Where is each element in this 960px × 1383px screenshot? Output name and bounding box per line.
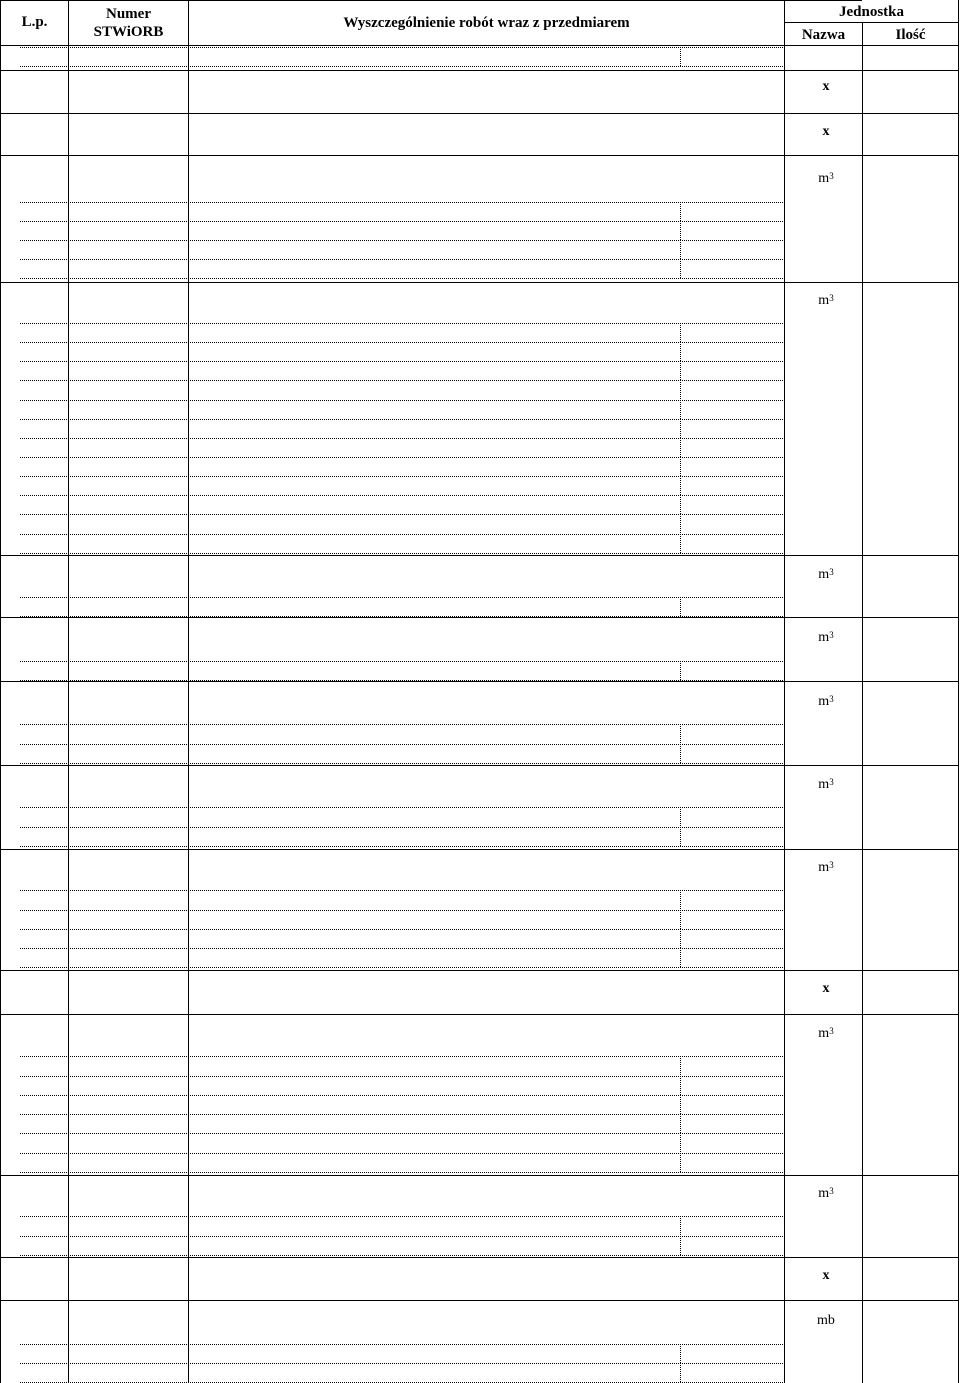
detail-quantity bbox=[682, 724, 756, 742]
item-lp bbox=[1, 629, 68, 647]
item-lp bbox=[1, 170, 68, 188]
detail-dotted-divider bbox=[680, 221, 681, 240]
item-unit bbox=[796, 1025, 856, 1043]
detail-quantity bbox=[682, 1095, 756, 1113]
detail-dotted-rule bbox=[20, 597, 785, 598]
item-quantity bbox=[863, 1312, 935, 1330]
detail-dotted-rule bbox=[20, 846, 785, 847]
item-unit bbox=[796, 980, 856, 998]
detail-quantity bbox=[682, 202, 756, 220]
detail-dotted-rule bbox=[20, 1363, 785, 1364]
unit-symbol: m bbox=[818, 694, 830, 709]
detail-quantity bbox=[682, 1076, 756, 1094]
item-unit bbox=[796, 776, 856, 794]
header-description: Wyszczególnienie robót wraz z przedmiarem bbox=[343, 15, 630, 31]
detail-dotted-divider bbox=[680, 597, 681, 616]
item-quantity bbox=[863, 980, 958, 998]
detail-dotted-divider bbox=[680, 1363, 681, 1382]
detail-dotted-rule bbox=[20, 476, 785, 477]
row-separator bbox=[0, 555, 958, 556]
item-quantity bbox=[863, 629, 935, 647]
detail-dotted-divider bbox=[680, 744, 681, 763]
detail-dotted-rule bbox=[20, 380, 785, 381]
detail-dotted-divider bbox=[680, 1216, 681, 1235]
detail-dotted-divider bbox=[680, 1076, 681, 1095]
detail-dotted-rule bbox=[20, 457, 785, 458]
detail-dotted-rule bbox=[20, 1153, 785, 1154]
item-unit bbox=[796, 629, 856, 647]
detail-dotted-rule bbox=[20, 680, 785, 681]
detail-quantity bbox=[682, 361, 756, 379]
detail-dotted-divider bbox=[680, 259, 681, 278]
detail-dotted-divider bbox=[680, 724, 681, 743]
detail-quantity bbox=[682, 807, 756, 825]
detail-dotted-divider bbox=[680, 476, 681, 495]
row-separator bbox=[0, 1014, 958, 1015]
item-lp bbox=[1, 78, 68, 96]
header-numer-line1: Numer bbox=[106, 6, 151, 22]
detail-quantity bbox=[682, 400, 756, 418]
detail-quantity bbox=[682, 457, 756, 475]
unit-exponent: 3 bbox=[829, 171, 834, 181]
detail-dotted-divider bbox=[680, 1114, 681, 1133]
detail-quantity bbox=[682, 495, 756, 513]
detail-dotted-rule bbox=[20, 1172, 785, 1173]
detail-dotted-divider bbox=[680, 910, 681, 929]
detail-quantity bbox=[682, 1216, 756, 1234]
row-separator bbox=[0, 1300, 958, 1301]
unit-exponent: 3 bbox=[829, 777, 834, 787]
detail-dotted-rule bbox=[20, 890, 785, 891]
row-separator bbox=[0, 70, 958, 71]
detail-dotted-divider bbox=[680, 323, 681, 342]
detail-quantity bbox=[682, 323, 756, 341]
detail-dotted-divider bbox=[680, 1153, 681, 1172]
detail-dotted-divider bbox=[680, 890, 681, 909]
detail-dotted-rule bbox=[20, 948, 785, 949]
detail-dotted-rule bbox=[20, 1076, 785, 1077]
row-separator bbox=[0, 282, 958, 283]
unit-exponent: 3 bbox=[829, 630, 834, 640]
detail-dotted-rule bbox=[20, 724, 785, 725]
detail-quantity bbox=[682, 476, 756, 494]
detail-quantity bbox=[682, 47, 756, 65]
detail-quantity bbox=[682, 1344, 756, 1362]
unit-exponent: 3 bbox=[829, 694, 834, 704]
item-lp bbox=[1, 1267, 68, 1285]
detail-quantity bbox=[682, 438, 756, 456]
item-unit bbox=[796, 1185, 856, 1203]
item-unit bbox=[796, 1312, 856, 1330]
detail-dotted-rule bbox=[20, 827, 785, 828]
detail-quantity bbox=[682, 948, 756, 966]
detail-dotted-rule bbox=[20, 438, 785, 439]
detail-dotted-rule bbox=[20, 361, 785, 362]
detail-dotted-rule bbox=[20, 616, 785, 617]
unit-exponent: 3 bbox=[829, 860, 834, 870]
unit-symbol: mb bbox=[817, 1313, 835, 1328]
detail-quantity bbox=[682, 827, 756, 845]
unit-symbol: m bbox=[818, 293, 830, 308]
detail-quantity bbox=[682, 890, 756, 908]
header-nazwa: Nazwa bbox=[801, 27, 846, 43]
item-unit bbox=[796, 170, 856, 188]
detail-dotted-rule bbox=[20, 202, 785, 203]
detail-quantity bbox=[682, 342, 756, 360]
header-ilosc: Ilość bbox=[895, 27, 926, 43]
row-separator bbox=[0, 1175, 958, 1176]
detail-dotted-divider bbox=[680, 457, 681, 476]
item-lp bbox=[1, 693, 68, 711]
unit-exponent: 3 bbox=[829, 293, 834, 303]
detail-dotted-rule bbox=[20, 514, 785, 515]
detail-dotted-rule bbox=[20, 1133, 785, 1134]
unit-symbol: m bbox=[818, 860, 830, 875]
detail-dotted-divider bbox=[680, 438, 681, 457]
detail-quantity bbox=[682, 1236, 756, 1254]
item-lp bbox=[1, 1185, 68, 1203]
detail-quantity bbox=[682, 419, 756, 437]
detail-quantity bbox=[682, 929, 756, 947]
detail-dotted-rule bbox=[20, 1216, 785, 1217]
detail-dotted-rule bbox=[20, 910, 785, 911]
unit-exponent: 3 bbox=[829, 1186, 834, 1196]
detail-quantity bbox=[682, 661, 756, 679]
detail-dotted-divider bbox=[680, 495, 681, 514]
row-separator bbox=[0, 113, 958, 114]
item-quantity bbox=[863, 1025, 935, 1043]
detail-dotted-divider bbox=[680, 807, 681, 826]
detail-dotted-divider bbox=[680, 47, 681, 66]
row-separator bbox=[0, 970, 958, 971]
detail-quantity bbox=[682, 1133, 756, 1151]
detail-quantity bbox=[682, 380, 756, 398]
detail-dotted-rule bbox=[20, 967, 785, 968]
item-lp bbox=[1, 859, 68, 877]
item-quantity bbox=[863, 123, 958, 141]
item-lp bbox=[1, 292, 68, 310]
item-quantity bbox=[863, 78, 958, 96]
detail-dotted-rule bbox=[20, 553, 785, 554]
header-jednostka: Jednostka bbox=[838, 4, 905, 20]
item-quantity bbox=[863, 1185, 935, 1203]
detail-dotted-divider bbox=[680, 534, 681, 553]
detail-quantity bbox=[682, 1114, 756, 1132]
item-quantity bbox=[863, 1267, 958, 1285]
row-separator bbox=[0, 681, 958, 682]
detail-quantity bbox=[682, 534, 756, 552]
item-unit bbox=[796, 859, 856, 877]
detail-dotted-rule bbox=[20, 240, 785, 241]
detail-dotted-divider bbox=[680, 827, 681, 846]
header-top-border bbox=[0, 0, 958, 1]
detail-dotted-divider bbox=[680, 1056, 681, 1075]
item-lp bbox=[1, 1025, 68, 1043]
detail-dotted-divider bbox=[680, 1133, 681, 1152]
detail-dotted-rule bbox=[20, 278, 785, 279]
detail-dotted-rule bbox=[20, 661, 785, 662]
row-separator bbox=[0, 155, 958, 156]
detail-dotted-divider bbox=[680, 929, 681, 948]
item-lp bbox=[1, 123, 68, 141]
item-lp bbox=[1, 980, 68, 998]
detail-dotted-rule bbox=[20, 763, 785, 764]
detail-dotted-rule bbox=[20, 323, 785, 324]
detail-dotted-rule bbox=[20, 1095, 785, 1096]
header-numer-line2: STWiORB bbox=[93, 24, 164, 40]
detail-dotted-rule bbox=[20, 929, 785, 930]
detail-quantity bbox=[682, 1056, 756, 1074]
header-unit-split bbox=[785, 22, 958, 23]
row-separator bbox=[0, 765, 958, 766]
item-unit bbox=[796, 566, 856, 584]
row-separator bbox=[0, 617, 958, 618]
detail-dotted-rule bbox=[20, 47, 785, 48]
detail-dotted-divider bbox=[680, 514, 681, 533]
header-bottom-border bbox=[0, 45, 958, 46]
item-lp bbox=[1, 566, 68, 584]
unit-symbol: x bbox=[822, 124, 830, 139]
detail-quantity bbox=[682, 1153, 756, 1171]
item-quantity bbox=[863, 292, 935, 310]
detail-dotted-divider bbox=[680, 380, 681, 399]
unit-exponent: 3 bbox=[829, 1026, 834, 1036]
unit-symbol: x bbox=[822, 1268, 830, 1283]
item-quantity bbox=[863, 566, 935, 584]
detail-dotted-rule bbox=[20, 1114, 785, 1115]
item-quantity bbox=[863, 170, 935, 188]
detail-quantity bbox=[682, 514, 756, 532]
detail-quantity bbox=[682, 744, 756, 762]
header-lp: L.p. bbox=[21, 14, 48, 30]
unit-symbol: m bbox=[818, 171, 830, 186]
detail-dotted-divider bbox=[680, 202, 681, 221]
item-quantity bbox=[863, 776, 935, 794]
unit-symbol: m bbox=[818, 567, 830, 582]
detail-quantity bbox=[682, 597, 756, 615]
item-unit bbox=[796, 292, 856, 310]
row-separator bbox=[0, 849, 958, 850]
row-separator bbox=[0, 1257, 958, 1258]
item-unit bbox=[796, 1267, 856, 1285]
detail-dotted-rule bbox=[20, 1255, 785, 1256]
detail-dotted-rule bbox=[20, 807, 785, 808]
detail-dotted-divider bbox=[680, 419, 681, 438]
item-quantity bbox=[863, 693, 935, 711]
detail-dotted-divider bbox=[680, 400, 681, 419]
item-unit bbox=[796, 693, 856, 711]
unit-symbol: m bbox=[818, 1186, 830, 1201]
unit-symbol: x bbox=[822, 981, 830, 996]
unit-exponent: 3 bbox=[829, 567, 834, 577]
detail-dotted-rule bbox=[20, 1236, 785, 1237]
item-unit bbox=[796, 123, 856, 141]
detail-dotted-rule bbox=[20, 1344, 785, 1345]
detail-dotted-divider bbox=[680, 361, 681, 380]
detail-quantity bbox=[682, 259, 756, 277]
item-unit bbox=[796, 78, 856, 96]
unit-symbol: m bbox=[818, 777, 830, 792]
detail-dotted-divider bbox=[680, 1236, 681, 1255]
detail-quantity bbox=[682, 221, 756, 239]
detail-quantity bbox=[682, 1363, 756, 1381]
detail-dotted-divider bbox=[680, 1344, 681, 1363]
unit-symbol: x bbox=[822, 79, 830, 94]
detail-dotted-rule bbox=[20, 534, 785, 535]
detail-quantity bbox=[682, 240, 756, 258]
detail-dotted-rule bbox=[20, 495, 785, 496]
detail-dotted-divider bbox=[680, 948, 681, 967]
detail-dotted-rule bbox=[20, 342, 785, 343]
detail-dotted-rule bbox=[20, 259, 785, 260]
table-border-right bbox=[958, 0, 959, 1383]
detail-dotted-divider bbox=[680, 661, 681, 680]
detail-dotted-rule bbox=[20, 1056, 785, 1057]
detail-quantity bbox=[682, 910, 756, 928]
item-lp bbox=[1, 776, 68, 794]
unit-symbol: m bbox=[818, 630, 830, 645]
detail-dotted-divider bbox=[680, 240, 681, 259]
detail-dotted-rule bbox=[20, 744, 785, 745]
detail-dotted-rule bbox=[20, 221, 785, 222]
detail-dotted-rule bbox=[20, 419, 785, 420]
detail-dotted-divider bbox=[680, 1095, 681, 1114]
detail-dotted-rule bbox=[20, 400, 785, 401]
item-quantity bbox=[863, 859, 935, 877]
item-lp bbox=[1, 1312, 68, 1330]
detail-dotted-divider bbox=[680, 342, 681, 361]
unit-symbol: m bbox=[818, 1026, 830, 1041]
detail-dotted-rule bbox=[20, 66, 785, 67]
